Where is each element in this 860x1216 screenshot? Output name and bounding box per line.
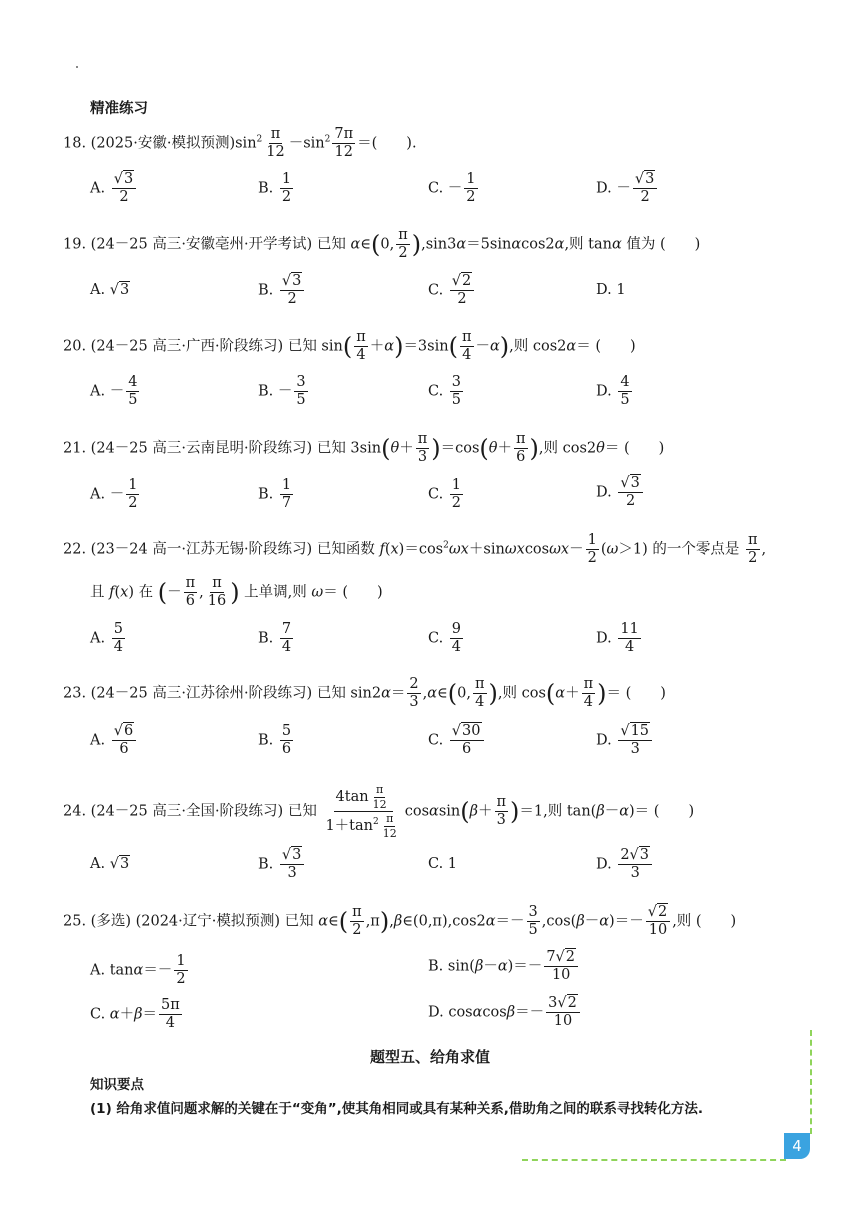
- option-b: B. $\frac{√3}{2}$: [258, 274, 306, 307]
- option-c: C. $\frac{√30}{6}$: [428, 724, 486, 757]
- option-b: B. $\frac{5}{6}$: [258, 723, 292, 758]
- question-stem: 22. (23－24 高一·江苏无锡·阶段练习) 已知函数: [63, 541, 375, 558]
- option-d: D. $\frac{2√3}{3}$: [596, 848, 654, 881]
- question-22-line2: 且 f(x) 在 (－ $\frac{\pi}{6}$ , $\frac{\pi}{16}$ ) 上单调,则 ω＝ ( ): [90, 575, 383, 610]
- option-d: D. $\frac{4}{5}$: [596, 374, 630, 409]
- question-24: 24. (24－25 高三·全国·阶段练习) 已知 4tan $\frac{\pi}{12}$ $1+\tan^2$ $\frac{\pi}{12}$ cosαsin(β＋ $\frac{\pi}{3}$ )＝1,则 tan(β－α)＝ ( ): [63, 783, 695, 840]
- question-stem: 19. (24－25 高三·安徽亳州·开学考试) 已知: [63, 236, 346, 253]
- question-stem: 20. (24－25 高三·广西·阶段练习) 已知: [63, 338, 317, 355]
- section-heading: 题型五、给角求值: [369, 1048, 490, 1066]
- option-c: C. α＋β＝ $\frac{5\pi}{4}$: [90, 997, 180, 1032]
- stray-dot: [76, 66, 78, 68]
- question-21: 21. (24－25 高三·云南昆明·阶段练习) 已知 3sin(θ＋ $\frac{\pi}{3}$ )＝cos(θ＋ $\frac{\pi}{6}$ ),则 cos2θ＝ ( ): [63, 431, 665, 466]
- option-b: B. $\frac{7}{4}$: [258, 621, 292, 656]
- question-stem: 21. (24－25 高三·云南昆明·阶段练习) 已知: [63, 440, 346, 457]
- question-stem: 23. (24－25 高三·江苏徐州·阶段练习) 已知: [63, 685, 346, 702]
- question-22: 22. (23－24 高一·江苏无锡·阶段练习) 已知函数 $f(x)=\cos^2\omega x+\sin\omega xcos\omega x-$ $\frac{1}{2}$ (ω＞1) 的一个零点是 $\frac{\pi}{2}$ ,: [63, 532, 767, 567]
- question-23: 23. (24－25 高三·江苏徐州·阶段练习) 已知 sin2α＝ $\frac{2}{3}$ ,α∈(0, $\frac{\pi}{4}$ ),则 cos(α＋ $\frac{\pi}{4}$ )＝ ( ): [63, 676, 666, 711]
- option-b: B. $\frac{√3}{3}$: [258, 848, 306, 881]
- option-c: C. － $\frac{1}{2}$: [428, 171, 476, 206]
- decorative-dashed-horizontal: [522, 1159, 786, 1161]
- option-b: B. － $\frac{3}{5}$: [258, 374, 306, 409]
- question-18: 18. (2025·安徽·模拟预测)$\sin^2$ $\frac{\pi}{12}$ $-\sin^2$ $\frac{7\pi}{12}$ ＝( ).: [63, 126, 417, 161]
- question-stem: 18. (2025·安徽·模拟预测): [63, 135, 236, 152]
- option-c: C. $\frac{9}{4}$: [428, 621, 462, 656]
- option-d: D. $\frac{√3}{2}$: [596, 476, 645, 509]
- option-b: B. $\frac{1}{7}$: [258, 477, 292, 512]
- option-d: D. cosαcosβ＝－ $\frac{3√2}{10}$: [428, 996, 582, 1029]
- question-stem: 25. (多选) (2024·辽宁·模拟预测) 已知: [63, 913, 314, 930]
- question-stem: 24. (24－25 高三·全国·阶段练习) 已知: [63, 803, 317, 820]
- option-a: A. － $\frac{1}{2}$: [90, 477, 138, 512]
- knowledge-title: 知识要点: [90, 1077, 144, 1093]
- option-a: A. － $\frac{4}{5}$: [90, 374, 138, 409]
- option-a: A. tanα＝－ $\frac{1}{2}$: [90, 953, 186, 988]
- option-d: D. － $\frac{√3}{2}$: [596, 172, 659, 205]
- option-a: A. $\frac{√3}{2}$: [90, 172, 138, 205]
- question-20: 20. (24－25 高三·广西·阶段练习) 已知 sin( $\frac{\pi}{4}$ ＋α)＝3sin( $\frac{\pi}{4}$ －α),则 cos2α＝ ( ): [63, 329, 636, 364]
- option-d: D. $\frac{11}{4}$: [596, 621, 639, 656]
- option-d: D. $\frac{√15}{3}$: [596, 724, 654, 757]
- option-a: A. √3: [90, 282, 130, 298]
- option-d: D. 1: [596, 282, 626, 298]
- option-c: C. $\frac{3}{5}$: [428, 374, 462, 409]
- option-b: B. sin(β－α)＝－ $\frac{7√2}{10}$: [428, 950, 580, 983]
- option-c: C. $\frac{√2}{2}$: [428, 274, 476, 307]
- question-19: 19. (24－25 高三·安徽亳州·开学考试) 已知 α∈(0, $\frac{\pi}{2}$ ),sin3α＝5sinαcos2α,则 tanα 值为 ( ): [63, 227, 701, 262]
- option-c: C. $\frac{1}{2}$: [428, 477, 462, 512]
- option-a: A. $\frac{5}{4}$: [90, 621, 123, 656]
- question-25: 25. (多选) (2024·辽宁·模拟预测) 已知 α∈( $\frac{\pi}{2}$ ,π),β∈(0,π),cos2α＝－ $\frac{3}{5}$ ,cos(β－α)＝－ $\frac{√2}{10}$ ,则 ( ): [63, 904, 737, 939]
- option-b: B. $\frac{1}{2}$: [258, 171, 292, 206]
- option-a: A. √3: [90, 856, 130, 872]
- decorative-dashed-vertical: [810, 1030, 812, 1134]
- page-number: 4: [784, 1133, 810, 1159]
- knowledge-text: (1) 给角求值问题求解的关键在于“变角”,使其角相同或具有某种关系,借助角之间的联系寻找转化方法.: [90, 1101, 704, 1117]
- option-a: A. $\frac{√6}{6}$: [90, 724, 138, 757]
- option-c: C. 1: [428, 856, 458, 872]
- section-title: 精准练习: [90, 101, 148, 117]
